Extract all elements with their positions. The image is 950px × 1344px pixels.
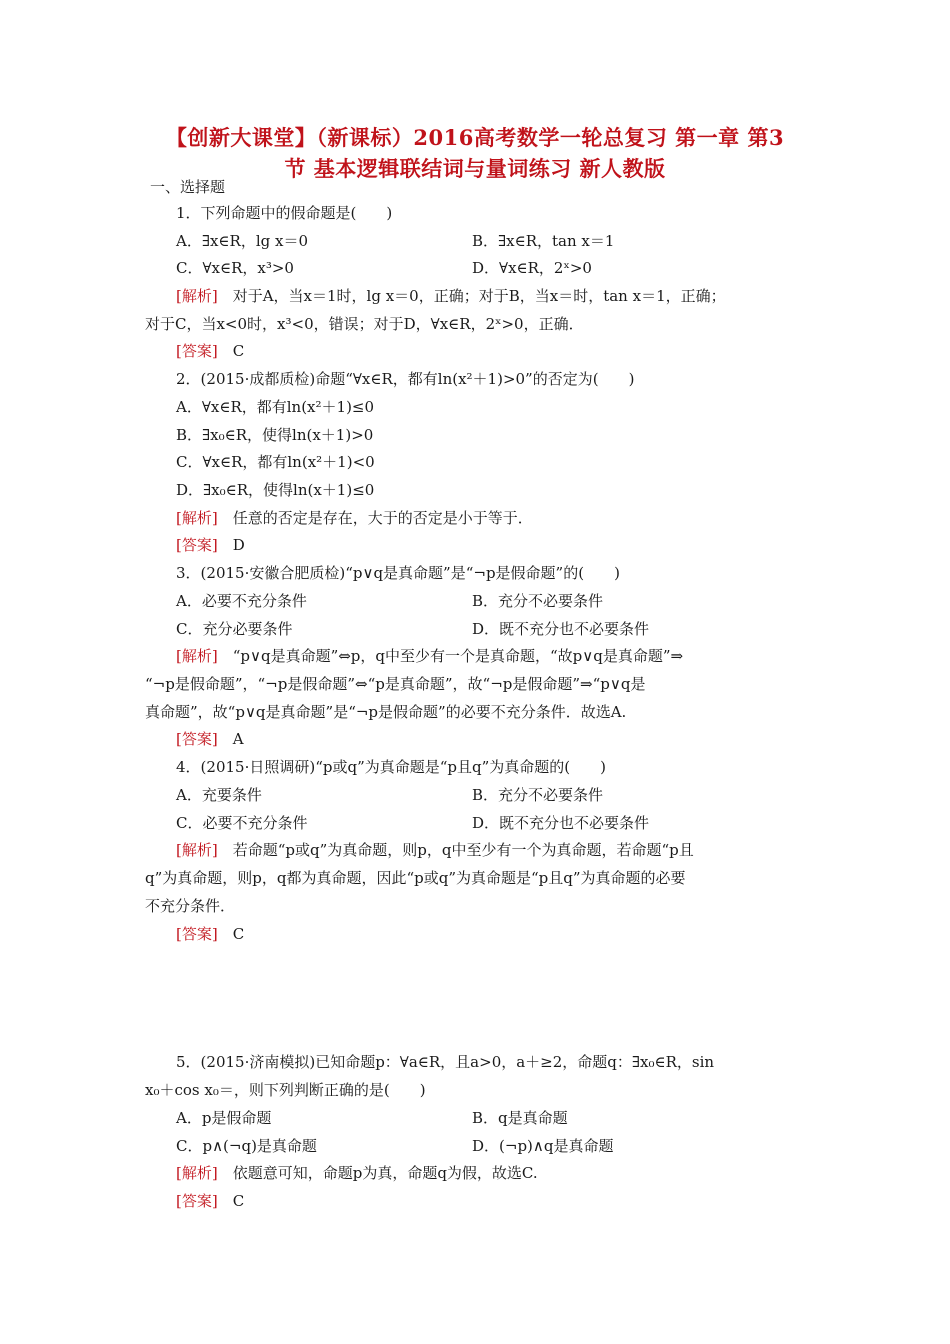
q4-analysis-text2: q”为真命题，则p，q都为真命题，因此“p或q”为真命题是“p且q”为真命题的必要 [145,869,686,887]
analysis-tag: [解析] [176,509,218,527]
q3-analysis-text1: “p∨q是真命题”⇔p，q中至少有一个是真命题，“故p∨q是真命题”⇒ [217,647,684,665]
q1-answer [176,341,244,361]
q3-option-c: C．充分必要条件 [176,620,293,638]
q2-analysis-text: 任意的否定是存在，大于的否定是小于等于． [217,509,533,527]
answer-tag: [答案] [176,536,218,554]
q2-option-c: C．∀x∈R，都有ln(x²＋1)<0 [176,453,375,471]
q3-answer-value: A [217,730,244,748]
q1-stem: 1．下列命题中的假命题是( ) [176,204,393,222]
q3-option-a: A．必要不充分条件 [176,592,307,610]
q3-option-b: B．充分不必要条件 [472,592,604,610]
q3-analysis [176,646,683,666]
q5-option-b: B．q是真命题 [472,1109,568,1127]
q5-analysis [176,1163,538,1183]
q1-option-c: C．∀x∈R，x³>0 [176,259,294,277]
q4-analysis-text1: 若命题“p或q”为真命题，则p，q中至少有一个为真命题，若命题“p且 [217,841,694,859]
q5-analysis-text: 依题意可知，命题p为真，命题q为假，故选C. [217,1164,538,1182]
q5-answer-value: C [217,1192,245,1210]
q4-option-b: B．充分不必要条件 [472,786,604,804]
q2-answer [176,535,245,555]
q4-analysis [176,840,694,860]
doc-title-line2: 节 基本逻辑联结词与量词练习 新人教版 [284,156,666,181]
q1-answer-value: C [217,342,245,360]
q4-analysis-text3: 不充分条件． [145,897,236,915]
doc-title-line1: 【创新大课堂】（新课标）2016高考数学一轮总复习 第一章 第3 [165,125,785,150]
q1-option-b: B．∃x∈R，tan x＝1 [472,232,615,250]
section-heading: 一、选择题 [150,178,226,196]
q4-option-d: D．既不充分也不必要条件 [472,814,650,832]
q1-option-d: D．∀x∈R，2ˣ>0 [472,259,592,277]
answer-tag: [答案] [176,925,218,943]
analysis-tag: [解析] [176,287,218,305]
answer-tag: [答案] [176,1192,218,1210]
q2-option-a: A．∀x∈R，都有ln(x²＋1)≤0 [176,398,375,416]
q3-answer [176,729,244,749]
q1-analysis-text2: 对于C，当x<0时，x³<0，错误；对于D，∀x∈R，2ˣ>0，正确． [145,315,584,333]
q3-option-d: D．既不充分也不必要条件 [472,620,650,638]
q5-option-a: A．p是假命题 [176,1109,272,1127]
q5-option-d: D．(¬p)∧q是真命题 [472,1137,614,1155]
q2-option-d: D．∃x₀∈R，使得ln(x＋1)≤0 [176,481,375,499]
q2-answer-value: D [217,536,245,554]
q1-analysis [176,286,726,306]
q3-analysis-text2: “¬p是假命题”，“¬p是假命题”⇔“p是真命题”，故“¬p是假命题”⇒“p∨q是 [145,675,646,693]
q3-analysis-text3: 真命题”，故“p∨q是真命题”是“¬p是假命题”的必要不充分条件．故选A. [145,703,627,721]
q3-stem: 3．(2015·安徽合肥质检)“p∨q是真命题”是“¬p是假命题”的( ) [176,564,620,582]
q2-stem: 2．(2015·成都质检)命题“∀x∈R，都有ln(x²＋1)>0”的否定为( ) [176,370,635,388]
q5-stem-line2: x₀＋cos x₀＝，则下列判断正确的是( ) [145,1081,426,1099]
q1-analysis-text1: 对于A，当x＝1时，lg x＝0，正确；对于B，当x＝时，tan x＝1，正确； [217,287,726,305]
q4-option-c: C．必要不充分条件 [176,814,308,832]
q5-answer [176,1191,244,1211]
q2-analysis [176,508,533,528]
q4-answer [176,924,244,944]
analysis-tag: [解析] [176,841,218,859]
answer-tag: [答案] [176,730,218,748]
q5-stem-line1: 5．(2015·济南模拟)已知命题p：∀a∈R，且a>0，a＋≥2，命题q：∃x₀∈R，sin [176,1053,715,1071]
q5-option-c: C．p∧(¬q)是真命题 [176,1137,317,1155]
q4-option-a: A．充要条件 [176,786,262,804]
answer-tag: [答案] [176,342,218,360]
analysis-tag: [解析] [176,1164,218,1182]
q4-answer-value: C [217,925,245,943]
analysis-tag: [解析] [176,647,218,665]
q2-option-b: B．∃x₀∈R，使得ln(x＋1)>0 [176,426,374,444]
q1-option-a: A．∃x∈R，lg x＝0 [176,232,308,250]
q4-stem: 4．(2015·日照调研)“p或q”为真命题是“p且q”为真命题的( ) [176,758,606,776]
